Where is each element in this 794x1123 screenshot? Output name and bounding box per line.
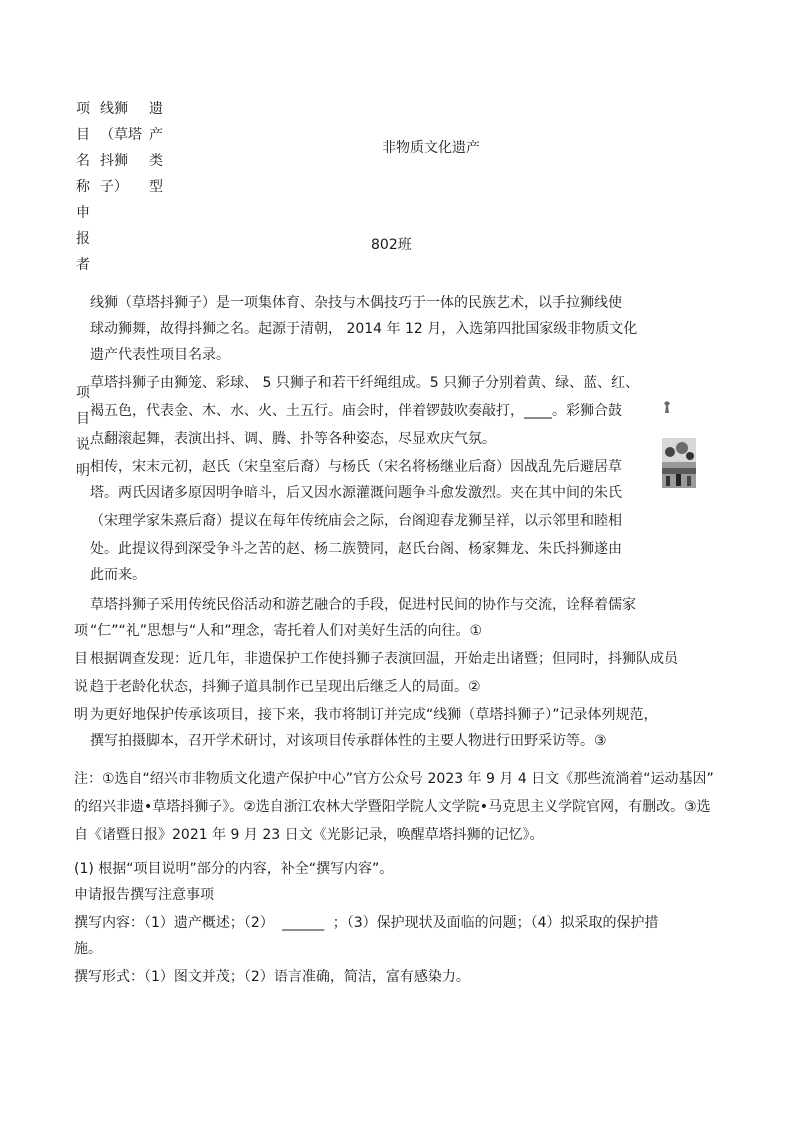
content-requirements: 撰写内容：（1）遗产概述；（2） ______ ；（3）保护现状及面临的问题；（4）拟采取的保护措 [74,915,659,931]
lion-dance-photo [662,438,696,488]
project-name-label: 项 目 名 称 [76,101,90,195]
description-line: 草塔抖狮子由狮笼、彩球、 5 只狮子和若干纤绳组成。5 只狮子分别着黄、绿、蓝、红、 [90,375,640,391]
category-value: 非物质文化遗产 [382,140,480,156]
description-label: 项 目 说 明 [76,385,90,479]
description-line: （宋理学家朱熹后裔）提议在每年传统庙会之际，台阁迎春龙狮呈祥，以示邻里和睦相 [90,513,622,529]
para3-line1: 根据调查发现：近几年，非遗保护工作使抖狮子表演回温，开始走出诸暨；但同时，抖狮队成员 [90,651,678,667]
description-line: 线狮（草塔抖狮子）是一项集体育、杂技与木偶技巧于一体的民族艺术，以手拉狮线使 [90,295,622,311]
question-heading: 申请报告撰写注意事项 [74,887,214,903]
description-line: 塔。两氏因诸多原因明争暗斗，后又因水源灌溉问题争斗愈发激烈。夹在其中间的朱氏 [90,485,622,501]
note-line: 自《诸暨日报》2021 年 9 月 23 日文《光影记录，唤醒草塔抖狮的记忆》。 [74,827,544,843]
para3-line2: 趋于老龄化状态，抖狮子道具制作已呈现出后继乏人的局面。② [90,679,481,695]
description-line: 遗产代表性项目名录。 [90,347,230,363]
para4-line1: 为更好地保护传承该项目，接下来，我市将制订并完成“线狮（草塔抖狮子）”记录体列规范， [90,707,658,723]
applicant-label: 申 报 者 [76,205,90,273]
para4-line2: 撰写拍摄脚本，召开学术研讨，对该项目传承群体性的主要人物进行田野采访等。③ [90,733,607,749]
para2-prefix: 项 [74,623,88,639]
description-line: 点翻滚起舞，表演出抖、调、腾、扑等各种姿态，尽显欢庆气氛。 [90,431,496,447]
description-line: 褐五色，代表金、木、水、火、土五行。庙会时，伴着锣鼓吹奏敲打，____。彩狮合鼓 [90,403,622,419]
description-line: 相传，宋末元初，赵氏（宋皇室后裔）与杨氏（宋名将杨继业后裔）因战乱先后避居草 [90,459,622,475]
content-requirements-cont: 施。 [74,941,102,957]
description-line: 此而来。 [90,567,146,583]
para4-prefix: 明 [74,707,88,723]
lion-dance-small-image [662,400,672,414]
question-prompt: (1) 根据“项目说明”部分的内容，补全“撰写内容”。 [74,861,394,877]
note-line: 注：①选自“绍兴市非物质文化遗产保护中心”官方公众号 2023 年 9 月 4 日文《那些流淌着“运动基因” [74,771,714,787]
note-line: 的绍兴非遗•草塔抖狮子》。②选自浙江农林大学暨阳学院人文学院•马克思主义学院官网，有删改。③选 [74,799,711,815]
para2-line2: “仁”“礼”思想与“人和”理念，寄托着人们对美好生活的向往。① [90,623,483,639]
answer-blank[interactable]: ______ [282,915,325,931]
project-name-value: 线狮 （草塔 抖狮 子） [100,101,142,195]
description-line: 球动狮舞，故得抖狮之名。起源于清朝， 2014 年 12 月，入选第四批国家级非物质文化 [90,321,638,337]
para2-line1: 草塔抖狮子采用传统民俗活动和游艺融合的手段，促进村民间的协作与交流，诠释着儒家 [90,597,636,613]
form-requirements: 撰写形式：（1）图文并茂；（2）语言准确，简洁，富有感染力。 [74,969,470,985]
para3-prefix2: 说 [74,679,88,695]
description-line: 处。此提议得到深受争斗之苦的赵、杨二族赞同，赵氏台阁、杨家舞龙、朱氏抖狮遂由 [90,541,622,557]
applicant-value: 802班 [371,237,412,253]
para3-prefix: 目 [74,651,88,667]
category-label: 遗 产 类 型 [149,101,163,195]
